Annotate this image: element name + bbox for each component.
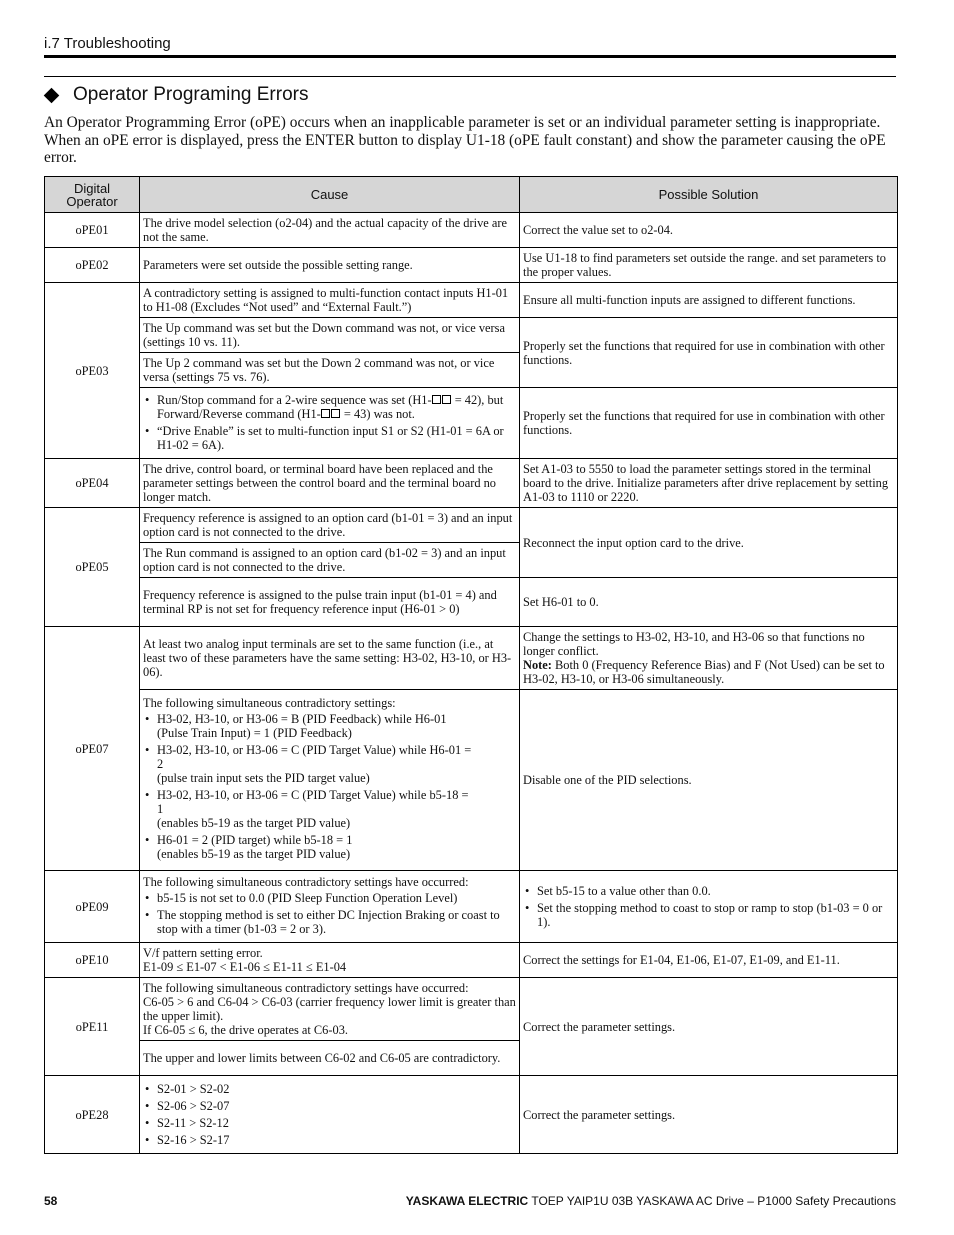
cause-bullet-list: [143, 393, 516, 452]
solution-cell: Correct the value set to o2-04.: [520, 213, 898, 248]
table-row: [45, 578, 898, 627]
solution-cell: Set A1-03 to 5550 to load the parameter settings stored in the terminal board to the drive. Initialize parameters after drive replacement by setting A1-03 to 1110 or 2220.: [520, 459, 898, 508]
error-code: oPE02: [45, 248, 140, 283]
cause-cell: The following simultaneous contradictory settings have occurred: • b5-15 is not set to 0.0 (PID Sleep Function Operation Level) • The stopping method is set to either DC Injection Braking or coast to stop with a timer (b1-03 = 2 or 3).: [140, 871, 520, 943]
cause-cell: At least two analog input terminals are set to the same function (i.e., at least two of these parameters have the same setting: H3-02, H3-10, or H3-06).: [140, 627, 520, 690]
error-code: oPE03: [45, 283, 140, 459]
table-row: [45, 248, 898, 283]
header-digital-operator: Digital Operator: [45, 177, 140, 213]
error-code: oPE11: [45, 978, 140, 1076]
placeholder-box-icon: [432, 395, 441, 404]
solution-cell: Properly set the functions that required for use in combination with other functions.: [520, 388, 898, 459]
footer-doc: TOEP YAIP1U 03B YASKAWA AC Drive – P1000 Safety Precautions: [528, 1194, 896, 1208]
ope-error-table: [44, 176, 898, 1154]
table-row: [45, 943, 898, 978]
solution-cell: Correct the parameter settings.: [520, 978, 898, 1076]
list-item: • H3-02, H3-10, or H3-06 = C (PID Target Value) while H6-01 = 2 (pulse train input sets the PID target value): [143, 743, 516, 785]
solution-bullet-list: [523, 884, 894, 929]
footer-brand: YASKAWA ELECTRIC: [405, 1194, 529, 1208]
list-item: • S2-16 > S2-17: [143, 1133, 516, 1147]
cause-cell: The following simultaneous contradictory settings have occurred: C6-05 > 6 and C6-04 > C6-03 (carrier frequency lower limit is greater than the upper limit). If C6-05 ≤ 6, the drive operates at C6-03.: [140, 978, 520, 1041]
table-row: [45, 978, 898, 1041]
solution-cell: Set H6-01 to 0.: [520, 578, 898, 627]
cause-bullet-list: [143, 891, 516, 936]
error-code: oPE07: [45, 627, 140, 871]
section-title: Operator Programing Errors: [73, 84, 309, 105]
list-item: • Run/Stop command for a 2-wire sequence was set (H1- = 42), but Forward/Reverse command (H1- = 43) was not.: [143, 393, 516, 421]
placeholder-box-icon: [321, 409, 330, 418]
table-row: [45, 1076, 898, 1154]
table-row: [45, 318, 898, 353]
cause-cell: A contradictory setting is assigned to multi-function contact inputs H1-01 to H1-08 (Excludes “Not used” and “External Fault.”): [140, 283, 520, 318]
list-item: • Set b5-15 to a value other than 0.0.: [523, 884, 894, 898]
list-item: • H3-02, H3-10, or H3-06 = B (PID Feedback) while H6-01 (Pulse Train Input) = 1 (PID Feedback): [143, 712, 516, 740]
cause-cell: The following simultaneous contradictory settings: • H3-02, H3-10, or H3-06 = B (PID Feedback) while H6-01 (Pulse Train Input) = 1 (PID Feedback) • H3-02, H3-10, or H3-06 = C (PID Target Value) while H6-01 = 2 (pulse train input sets the PID target value) • H3-02, H3-10, or H3-06 = C (PID Target Value) while b5-18 = 1 (enables b5-19 as the target PID value) • H6-01 = 2 (PID target) while b5-18 = 1 (enables b5-19 as the target PID value): [140, 690, 520, 871]
cause-cell: The Run command is assigned to an option card (b1-02 = 3) and an input option card is not connected to the drive.: [140, 543, 520, 578]
cause-cell: [140, 388, 520, 459]
table-row: [45, 690, 898, 871]
table-row: [45, 627, 898, 690]
list-item: • Set the stopping method to coast to stop or ramp to stop (b1-03 = 0 or 1).: [523, 901, 894, 929]
table-row: [45, 459, 898, 508]
list-item: • b5-15 is not set to 0.0 (PID Sleep Function Operation Level): [143, 891, 516, 905]
cause-cell: The upper and lower limits between C6-02 and C6-05 are contradictory.: [140, 1041, 520, 1076]
list-item: • H3-02, H3-10, or H3-06 = C (PID Target Value) while b5-18 = 1 (enables b5-19 as the target PID value): [143, 788, 516, 830]
list-item: • S2-11 > S2-12: [143, 1116, 516, 1130]
list-item: • S2-06 > S2-07: [143, 1099, 516, 1113]
error-code: oPE01: [45, 213, 140, 248]
table-row: [45, 388, 898, 459]
cause-cell: The Up command was set but the Down command was not, or vice versa (settings 10 vs. 11).: [140, 318, 520, 353]
error-code: oPE10: [45, 943, 140, 978]
list-item: • The stopping method is set to either DC Injection Braking or coast to stop with a timer (b1-03 = 2 or 3).: [143, 908, 516, 936]
error-code: oPE04: [45, 459, 140, 508]
cause-bullet-list: [143, 1082, 516, 1147]
table-row: [45, 213, 898, 248]
header-solution: Possible Solution: [520, 177, 898, 213]
cause-cell: Frequency reference is assigned to the pulse train input (b1-01 = 4) and terminal RP is not set for frequency reference input (H6-01 > 0): [140, 578, 520, 627]
cause-cell: The Up 2 command was set but the Down 2 command was not, or vice versa (settings 75 vs. 76).: [140, 353, 520, 388]
table-row: [45, 508, 898, 543]
cause-cell: Frequency reference is assigned to an option card (b1-01 = 3) and an input option card is not connected to the drive.: [140, 508, 520, 543]
solution-cell: Properly set the functions that required for use in combination with other functions.: [520, 318, 898, 388]
section-header: i.7 Troubleshooting: [44, 35, 171, 52]
solution-cell: Ensure all multi-function inputs are assigned to different functions.: [520, 283, 898, 318]
table-row: [45, 283, 898, 318]
solution-cell: Correct the parameter settings.: [520, 1076, 898, 1154]
solution-cell: Reconnect the input option card to the drive.: [520, 508, 898, 578]
list-item: • H6-01 = 2 (PID target) while b5-18 = 1 (enables b5-19 as the target PID value): [143, 833, 516, 861]
cause-cell: The drive model selection (o2-04) and the actual capacity of the drive are not the same.: [140, 213, 520, 248]
page-number: 58: [44, 1194, 58, 1208]
solution-cell: [520, 871, 898, 943]
error-code: oPE28: [45, 1076, 140, 1154]
solution-cell: Disable one of the PID selections.: [520, 690, 898, 871]
cause-bullet-list: [143, 712, 516, 861]
error-code: oPE05: [45, 508, 140, 627]
cause-cell: V/f pattern setting error. E1-09 ≤ E1-07 < E1-06 ≤ E1-11 ≤ E1-04: [140, 943, 520, 978]
cause-cell: Parameters were set outside the possible setting range.: [140, 248, 520, 283]
section-heading: [44, 84, 308, 106]
header-thin-rule: [44, 76, 896, 77]
solution-cell: Correct the settings for E1-04, E1-06, E1-07, E1-09, and E1-11.: [520, 943, 898, 978]
solution-cell: Change the settings to H3-02, H3-10, and H3-06 so that functions no longer conflict. Note: Both 0 (Frequency Reference Bias) and F (Not Used) can be set to H3-02, H3-10, or H3-06 simultaneously.: [520, 627, 898, 690]
placeholder-box-icon: [331, 409, 340, 418]
header-thick-rule: [44, 55, 896, 58]
table-header-row: [45, 177, 898, 213]
cause-cell: The drive, control board, or terminal board have been replaced and the parameter settings between the control board and the terminal board no longer match.: [140, 459, 520, 508]
error-code: oPE09: [45, 871, 140, 943]
placeholder-box-icon: [442, 395, 451, 404]
cause-cell: [140, 1076, 520, 1154]
list-item: • S2-01 > S2-02: [143, 1082, 516, 1096]
solution-cell: Use U1-18 to find parameters set outside the range. and set parameters to the proper values.: [520, 248, 898, 283]
intro-paragraph: An Operator Programming Error (oPE) occurs when an inapplicable parameter is set or an individual parameter setting is inappropriate. When an oPE error is displayed, press the ENTER button to display U1-18 (oPE fault constant) and show the parameter causing the oPE error.: [44, 114, 886, 166]
footer-doc-info: [406, 1194, 896, 1208]
diamond-icon: [44, 87, 60, 103]
table-row: [45, 871, 898, 943]
header-cause: Cause: [140, 177, 520, 213]
list-item: • “Drive Enable” is set to multi-function input S1 or S2 (H1-01 = 6A or H1-02 = 6A).: [143, 424, 516, 452]
